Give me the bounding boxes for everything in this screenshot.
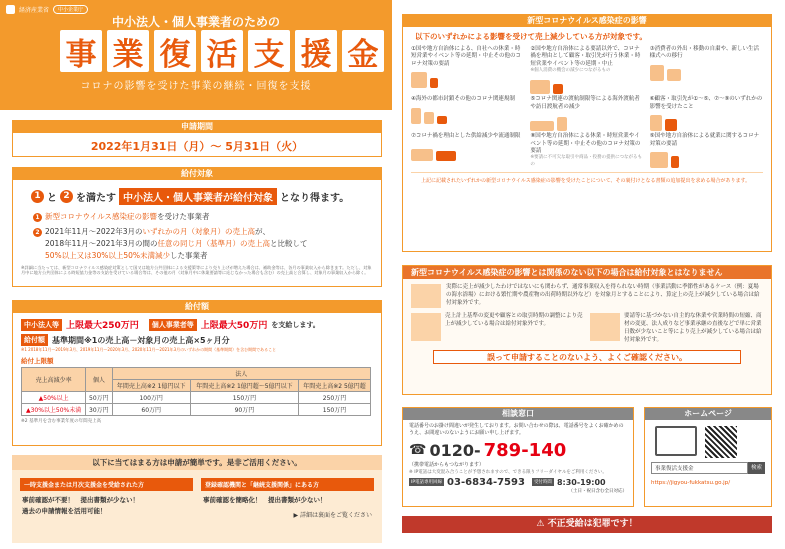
impact-heading: 新型コロナウイルス感染症の影響 — [403, 15, 771, 27]
logo: 経済産業省 中小企業庁 — [6, 5, 88, 14]
qr-code[interactable] — [705, 426, 737, 458]
chart-down-icon — [411, 313, 441, 341]
not-covered-item-1: 実際に売上が減少したわけではないにも関わらず、通常事業収入を得られない時期（事業活動に季節性があるケース（例：夏場の海水浴場）における繁忙期や農産物の出荷時期以外など）を対象月とすることにより、算定上の売上が減少している場合は給付対象外です。 — [403, 279, 771, 308]
amount-footnote-2: ※2 基準月を含む事業年度の年間売上高 — [21, 419, 102, 424]
amount-formula: 給付額 基準期間※1の売上高－対象月の売上高×5ヶ月分 — [13, 331, 381, 346]
ip-line: IP電話専用回線 03-6834-7593 受付時間 8:30-19:00 — [411, 476, 606, 488]
warning-icon: ⚠ — [536, 519, 548, 529]
business-partner-icon — [650, 113, 763, 131]
impact-item: ②国や地方自治体による要請以外で、コロナ禍を理由として顧客・取引先が行う休業・時短営業やイベント等の延期・中止 ※個人消費の機会の減少につながるもの — [530, 46, 643, 94]
impact-item: ⑥顧客・取引先が①〜⑤、⑦〜⑨のいずれかの影響を受けたこと — [650, 96, 763, 131]
search-box[interactable]: 事業復活支援金 検索 — [645, 458, 771, 474]
col-corp-2: 年間売上高※2 1億円超〜5億円以下 — [190, 380, 298, 392]
col-corp-1: 年間売上高※2 1億円以下 — [112, 380, 190, 392]
impact-grid — [403, 44, 771, 168]
col-corp: 法人 — [112, 368, 371, 380]
airplane-icon — [530, 113, 643, 131]
target-section — [12, 167, 382, 287]
amount-caps: 中小法人等 上限最大250万円 個人事業者等 上限最大50万円 を支給します。 — [13, 313, 381, 331]
not-covered-item-2: 売上計上基準の変更や顧客との取引時期の調整により売上が減少している場合は給付対象外です。 — [411, 313, 584, 345]
condition-1: 1 新型コロナウイルス感染症の影響を受けた事業者 — [13, 205, 381, 222]
store-closed-icon — [411, 70, 524, 88]
simple-heading: 以下に当てはまる方は申請が簡単です。是非ご活用ください。 — [12, 455, 382, 470]
not-covered-item-3: 要請等に基づかない自主的な休業や営業時間の短縮、商材の変更、法人成りなど事業承継の直後などで単に営業日数が少ないこと等により売上が減少している場合は給付対象外です。 — [590, 313, 763, 345]
contact-section: 相談窓口 電話番号のお掛け間違いが発生しております。お問い合わせの際は、電話番号をよくお確かめのうえ、お間違いのないようにお願い申し上げます。 ☎ 0120- 789-140 （携帯電話からもつながります） ※ IP電話は大変混み合うことが予想されますので、できる限りフリーダイヤルをご利用ください。 IP電話専用回線 03-6834-7593 受付時間 8:30-19:00 （土日・祝日含む全日対応） — [402, 407, 634, 507]
period-heading: 申請期間 — [13, 121, 381, 133]
impact-section — [402, 14, 772, 252]
header-subtitle: 中小法人・個人事業者のための — [111, 15, 280, 29]
not-covered-section — [402, 265, 772, 395]
target-highlight: 中小法人・個人事業者が給付対象 — [119, 188, 277, 205]
event-cancelled-icon — [530, 76, 643, 94]
warning-box: 誤って申請することのないよう、よくご確認ください。 — [433, 350, 741, 364]
target-intro: 1 と 2 を満たす 中小法人・個人事業者が給付対象 となり得ます。 — [13, 180, 381, 205]
table-row: ▲30%以上50%未満 30万円 60万円 90万円 150万円 — [22, 404, 371, 416]
freedial — [403, 437, 633, 461]
contact-heading: 相談窓口 — [403, 408, 633, 420]
amount-section — [12, 300, 382, 446]
impact-item: ③消費者の外出・移動の自粛や、新しい生活様式への移行 — [650, 46, 763, 94]
col-rate: 売上高減少率 — [22, 368, 86, 392]
office-restriction-icon — [650, 150, 763, 168]
page-title: 事 業 復 活 支 援 金 — [60, 30, 384, 72]
impact-item: ⑤コロナ関連の渡航制限等による海外渡航者や訪日渡航者の減少 — [530, 96, 643, 131]
homepage-heading: ホームページ — [645, 408, 771, 420]
city-lockdown-icon — [411, 106, 524, 124]
impact-note: 上記に記載されたいずれかの新型コロナウイルス感染症の影響を受けたことについて、その裏付けとなる書類の追加提出を求める場合があります。 — [411, 172, 763, 184]
impact-intro: 以下のいずれかによる影響を受けて売上減少している方が対象です。 — [415, 32, 647, 41]
truck-ship-icon — [411, 143, 524, 161]
stay-home-icon — [650, 63, 763, 81]
period-value: 2022年1月31日（月）〜 5月31日（火） — [90, 140, 304, 153]
freedial-icon: ☎ — [409, 442, 427, 458]
simple-more-link[interactable]: ▶ 詳細は裏面をご覧ください — [293, 512, 372, 519]
header-banner — [0, 0, 392, 110]
computer-icon — [655, 426, 697, 456]
target-heading: 給付対象 — [13, 168, 381, 180]
impact-item: ⑨国や地方自治体による就業に関するコロナ対策の要請 — [650, 133, 763, 168]
table-row: ▲50%以上 50万円 100万円 150万円 250万円 — [22, 392, 371, 404]
homepage-url[interactable]: https://jigyou-fukkatsu.go.jp/ — [651, 480, 731, 486]
homepage-section — [644, 407, 772, 507]
amount-footnote-1: ※1 2018年11月〜2019年3月、2019年11月〜2020年3月、2020年11月〜2021年3月のいずれかの期間（基準期間）を含む期間であること — [21, 347, 277, 352]
phone-number[interactable]: 789-140 — [483, 439, 567, 461]
fraud-warning: ⚠ 不正受給は犯罪です！ — [402, 516, 772, 533]
impact-item: ①国や地方自治体による、自社への休業・時短営業やイベント等の延期・中止その他のコロナ対策の要請 — [411, 46, 524, 94]
phone-prefix[interactable]: 0120- — [429, 440, 481, 460]
shop-calendar-icon — [590, 313, 620, 341]
calendar-icon — [411, 284, 441, 308]
impact-item: ④海外の都市封鎖その他のコロナ関連規制 — [411, 96, 524, 131]
simple-box-2: 登録確認機関と「継続支援関係」にある方 事前確認を簡略化！ 提出書類が少ない！ ▶ 詳細は裏面をご覧ください — [201, 478, 374, 519]
condition-2: 2 2021年11月〜2022年3月のいずれかの月（対象月）の売上高が、 2018年11月〜2021年3月の間の任意の同じ月（基準月）の売上高と比較して 50%以上又は30%以上50%未満減少した事業者 — [13, 222, 381, 262]
limit-heading: 給付上限額 — [21, 357, 54, 365]
simple-section — [12, 455, 382, 543]
not-covered-heading: 新型コロナウイルス感染症の影響とは関係のない以下の場合は給付対象とはなりません — [403, 266, 771, 279]
search-button[interactable]: 検索 — [748, 462, 765, 474]
col-indiv: 個人 — [86, 368, 112, 392]
ip-phone[interactable]: 03-6834-7593 — [447, 476, 525, 488]
simple-box-1: 一時支援金または月次支援金を受給された方 事前確認が不要！ 提出書類が少ない！ 過去の申請情報を活用可能！ — [20, 478, 193, 519]
target-note: ※詳細に当たっては、新型コロナウイルス感染症対策として国又は地方公共団体による支援策等により売り上げが増えた場合は、補助金等は、各月の事業収入から除きます。ただし、対象月中に地方公共団体による時短協力金等の支給を受けている場合等は、その他の月（対象月中に休業要請等に応じなかった場合も含む）の売上高と合算し、対象月の事業収入から除く。 — [21, 265, 372, 276]
col-corp-3: 年間売上高※2 5億円超 — [298, 380, 370, 392]
amount-heading: 給付額 — [13, 301, 381, 313]
contact-desc: 電話番号のお掛け間違いが発生しております。お問い合わせの際は、電話番号をよくお確かめのうえ、お間違いのないようにお願い申し上げます。 — [409, 423, 624, 436]
period-section — [12, 120, 382, 157]
impact-item: ⑧国や地方自治体による休業・時短営業やイベント等の延期・中止その他のコロナ対策の要請 ※要請に不可欠な取引や商品・役務の提供につながるもの — [530, 133, 643, 167]
tagline: コロナの影響を受けた事業の継続・回復を支援 — [80, 81, 312, 92]
limit-table — [21, 367, 371, 416]
impact-item: ⑦コロナ禍を理由とした供給減少や流通制限 — [411, 133, 524, 168]
